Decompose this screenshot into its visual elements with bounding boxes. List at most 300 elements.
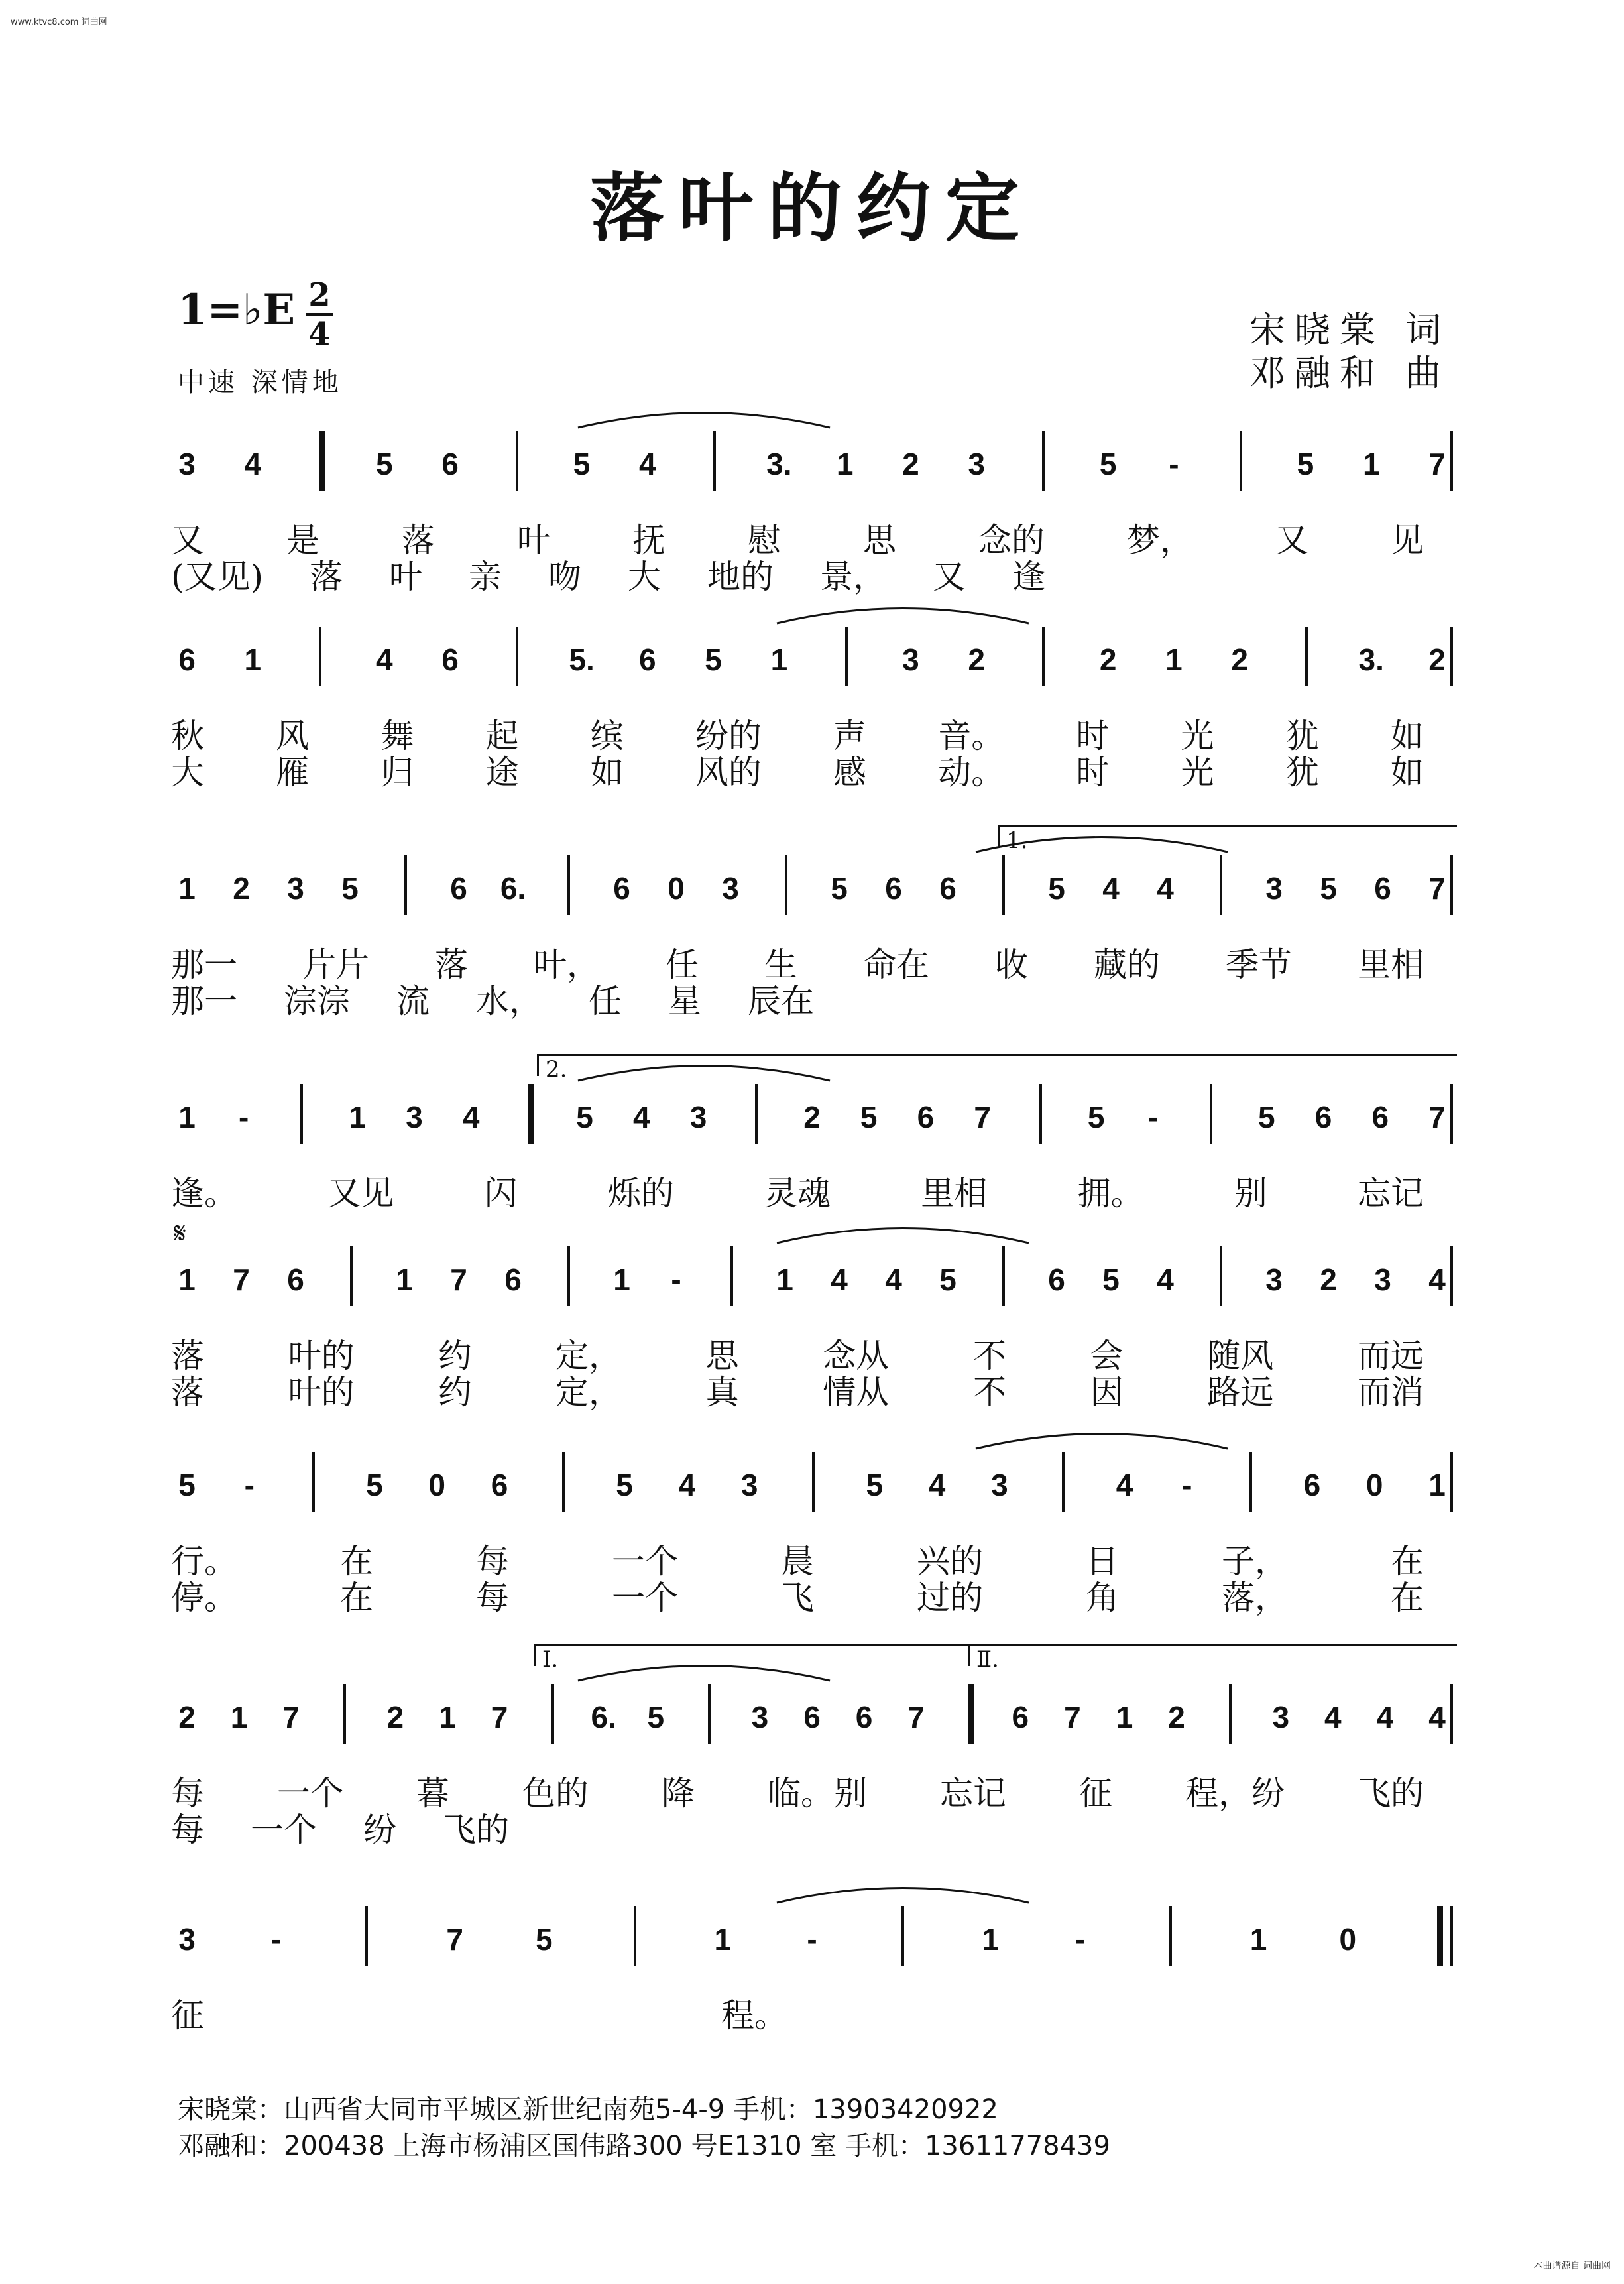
lyric-word: 落， — [1222, 1579, 1288, 1617]
lyric-word: 日 — [1086, 1542, 1119, 1581]
note: 6. — [500, 871, 526, 906]
lyric-word: 动。 — [938, 753, 1005, 792]
note: 5 — [536, 1922, 553, 1956]
lyric-line-2 — [171, 746, 1424, 794]
note: 3 — [287, 871, 304, 906]
barline — [319, 627, 321, 686]
lyric-word: 飞 — [781, 1579, 814, 1617]
note: 6 — [441, 447, 459, 481]
note: 7 — [1428, 1100, 1446, 1134]
note: 4 — [678, 1468, 696, 1502]
lyric-word: 又见 — [327, 1174, 394, 1213]
lyric-word: 逢。 — [171, 1174, 237, 1213]
note: 7 — [1064, 1700, 1081, 1734]
lyric-word: 途 — [485, 753, 519, 792]
lyric-word: 征 — [171, 1996, 204, 2035]
barline — [1220, 855, 1222, 915]
note: 1 — [1249, 1922, 1267, 1956]
lyric-word: 纷 — [363, 1811, 396, 1849]
lyric-word: 停。 — [171, 1579, 237, 1617]
barline — [755, 1084, 758, 1144]
note: 4 — [1102, 871, 1120, 906]
song-title: 落叶的约定 — [590, 165, 1034, 252]
volta-bracket: 2. — [537, 1054, 1457, 1076]
lyric-word: 藏的 — [1094, 945, 1160, 984]
note: 1 — [230, 1700, 248, 1734]
segno-sign: 𝄋 — [174, 1217, 186, 1250]
note: 3 — [751, 1700, 769, 1734]
lyric-word: 舞 — [380, 717, 414, 755]
barline — [1450, 627, 1453, 686]
lyric-word: 思 — [863, 521, 896, 560]
note: 1 — [178, 1262, 196, 1297]
note: 3 — [1374, 1262, 1391, 1297]
lyric-word: 梦， — [1127, 521, 1193, 560]
lyric-word: 秋 — [171, 717, 204, 755]
note: 7 — [907, 1700, 925, 1734]
note: - — [1147, 1100, 1159, 1134]
lyric-word: 风的 — [695, 753, 762, 792]
note: 1 — [244, 642, 262, 677]
lyric-word: 约 — [438, 1337, 472, 1375]
note: 4 — [928, 1468, 946, 1502]
note: 7 — [233, 1262, 250, 1297]
lyric-word: 落 — [171, 1373, 204, 1412]
volta-bracket: Ⅱ. — [968, 1644, 1457, 1666]
lyric-word: 在 — [340, 1542, 373, 1581]
barline — [1305, 627, 1308, 686]
key-signature: 1=♭E — [178, 285, 296, 335]
lyric-word: 定， — [555, 1337, 622, 1375]
lyric-word: 落 — [402, 521, 435, 560]
note: 1 — [836, 447, 854, 481]
lyric-word: 如 — [1390, 717, 1424, 755]
barline — [567, 1246, 570, 1306]
note: 1 — [613, 1262, 630, 1297]
note: - — [1169, 447, 1179, 481]
barline — [708, 1684, 711, 1744]
lyric-line-2 — [171, 1571, 1424, 1619]
note: 2 — [1428, 642, 1446, 677]
note: 4 — [1157, 871, 1174, 906]
note: 1 — [1116, 1700, 1133, 1734]
lyric-word: 每 — [476, 1579, 509, 1617]
note: 2 — [1099, 642, 1117, 677]
lyric-word: 念的 — [978, 521, 1045, 560]
note: 3 — [178, 447, 196, 481]
slur — [770, 1880, 1035, 1906]
lyric-word: 在 — [1391, 1542, 1424, 1581]
lyric-word: 子， — [1222, 1542, 1288, 1581]
note: 6 — [491, 1468, 508, 1502]
note: 2 — [968, 642, 985, 677]
note: 1 — [349, 1100, 366, 1134]
barline — [968, 1684, 974, 1744]
note: 5 — [576, 1100, 593, 1134]
lyric-word: 犹 — [1285, 753, 1319, 792]
lyric-word: 路远 — [1207, 1373, 1274, 1412]
lyric-word: 吻 — [548, 558, 582, 596]
lyric-word: 是 — [286, 521, 319, 560]
lyric-word: 会 — [1090, 1337, 1124, 1375]
lyric-word: 命在 — [863, 945, 929, 984]
note: 6 — [441, 642, 459, 677]
note: 2 — [1231, 642, 1248, 677]
barline — [1229, 1684, 1232, 1744]
lyric-word: 真 — [705, 1373, 739, 1412]
lyric-word: 忘记 — [1358, 1174, 1424, 1213]
note: 6. — [591, 1700, 616, 1734]
lyric-word: 烁的 — [607, 1174, 674, 1213]
lyric-word: 情从 — [823, 1373, 890, 1412]
note: 6 — [1371, 1100, 1389, 1134]
lyric-word: 星 — [668, 982, 701, 1020]
lyric-word: 大 — [171, 753, 204, 792]
lyric-word: 落 — [310, 558, 343, 596]
note: 6 — [1374, 871, 1391, 906]
note: 5 — [647, 1700, 665, 1734]
note: 1 — [1165, 642, 1183, 677]
lyric-word: 程，纷 — [1185, 1774, 1285, 1813]
note: 6 — [613, 871, 630, 906]
lyric-word: 每 — [171, 1811, 204, 1849]
lyric-word: 飞的 — [1358, 1774, 1424, 1813]
note: 7 — [282, 1700, 300, 1734]
note: 5 — [366, 1468, 383, 1502]
note: 4 — [1376, 1700, 1394, 1734]
lyric-word: 逢 — [1012, 558, 1046, 596]
barline — [1042, 627, 1045, 686]
lyric-word: 行。 — [171, 1542, 237, 1581]
barline — [562, 1452, 565, 1512]
note: 5 — [375, 447, 393, 481]
note: 0 — [667, 871, 685, 906]
lyric-word: 一个 — [612, 1579, 678, 1617]
barline — [365, 1906, 368, 1966]
lyric-word: 落 — [171, 1337, 204, 1375]
lyric-word: 里相 — [921, 1174, 988, 1213]
barline — [1210, 1084, 1212, 1144]
time-bottom: 4 — [308, 316, 331, 353]
lyric-word: 那一 — [171, 982, 237, 1020]
barline — [404, 855, 407, 915]
note: 2 — [902, 447, 919, 481]
lyric-word: 片片 — [303, 945, 369, 984]
note: 3 — [178, 1922, 196, 1956]
note: 6 — [855, 1700, 873, 1734]
lyric-line-2 — [171, 550, 1424, 598]
note: 1 — [1428, 1468, 1446, 1502]
note: 6 — [1314, 1100, 1332, 1134]
slur — [770, 1220, 1035, 1246]
note: 3 — [1265, 871, 1283, 906]
note: 4 — [375, 642, 393, 677]
note: 7 — [1428, 447, 1446, 481]
lyric-word: 定， — [555, 1373, 622, 1412]
note: - — [271, 1922, 282, 1956]
note: 3. — [1358, 642, 1384, 677]
lyric-word: 雁 — [276, 753, 310, 792]
lyric-word: 音。 — [938, 717, 1005, 755]
lyric-line-2 — [171, 1803, 1424, 1851]
barline — [730, 1246, 733, 1306]
note: 1 — [714, 1922, 732, 1956]
note: 2 — [1320, 1262, 1337, 1297]
footer-line-2: 邓融和：200438 上海市杨浦区国伟路300 号E1310 室 手机：13611778439 — [178, 2131, 1110, 2161]
lyric-line-2 — [171, 975, 1424, 1022]
slur — [571, 404, 837, 431]
note: 5 — [866, 1468, 884, 1502]
barline — [1062, 1452, 1065, 1512]
lyric-word: 收 — [995, 945, 1028, 984]
note: 3 — [740, 1468, 758, 1502]
note: 7 — [450, 1262, 467, 1297]
tempo-marking: 中速 深情地 — [178, 367, 343, 398]
note: - — [1182, 1468, 1192, 1502]
barline — [1042, 431, 1045, 491]
barline — [1002, 855, 1005, 915]
lyric-word: 不 — [972, 1373, 1006, 1412]
lyricist: 宋晓棠 词 — [1249, 309, 1450, 351]
note: 4 — [831, 1262, 848, 1297]
lyric-word: 一个 — [251, 1811, 317, 1849]
lyric-word: 叶的 — [288, 1373, 355, 1412]
note: 5 — [341, 871, 359, 906]
lyric-word: 晨 — [781, 1542, 814, 1581]
lyric-word: 见 — [1391, 521, 1424, 560]
barline — [551, 1684, 554, 1744]
lyric-word: 暮 — [416, 1774, 449, 1813]
lyric-word: 角 — [1086, 1579, 1119, 1617]
note: 1 — [770, 642, 788, 677]
note: 1 — [982, 1922, 1000, 1956]
note: 4 — [1324, 1700, 1342, 1734]
note: 1 — [776, 1262, 793, 1297]
note: 2 — [803, 1100, 821, 1134]
note: - — [239, 1100, 249, 1134]
lyric-word: 程。 — [721, 1996, 787, 2035]
note: 3 — [1265, 1262, 1283, 1297]
barline — [1450, 1684, 1453, 1744]
note: 3. — [766, 447, 792, 481]
barline — [516, 627, 518, 686]
barline — [350, 1246, 353, 1306]
note: 4 — [1116, 1468, 1133, 1502]
note: 2 — [233, 871, 250, 906]
barline — [1240, 431, 1242, 491]
note: 6 — [803, 1700, 821, 1734]
note: 5. — [569, 642, 595, 677]
lyric-word: 任 — [666, 945, 699, 984]
lyric-line-1 — [171, 1989, 1424, 2037]
note: 6 — [1303, 1468, 1321, 1502]
barline — [1450, 1084, 1453, 1144]
lyric-word: 念从 — [823, 1337, 890, 1375]
time-top: 2 — [308, 276, 331, 314]
lyric-word: 缤 — [590, 717, 624, 755]
note: 1 — [396, 1262, 413, 1297]
note: 0 — [428, 1468, 445, 1502]
note: 5 — [831, 871, 848, 906]
barline — [516, 431, 518, 491]
note: 7 — [491, 1700, 508, 1734]
barline — [1450, 431, 1453, 491]
note: 6 — [885, 871, 902, 906]
lyric-word: 犹 — [1285, 717, 1319, 755]
note: 5 — [705, 642, 722, 677]
note: 6 — [450, 871, 467, 906]
lyric-word: 风 — [276, 717, 310, 755]
note: 3 — [689, 1100, 707, 1134]
barline — [812, 1452, 815, 1512]
note: - — [807, 1922, 817, 1956]
lyric-word: 季节 — [1226, 945, 1292, 984]
note: 4 — [1428, 1700, 1446, 1734]
lyric-word: 每 — [171, 1774, 204, 1813]
lyric-line-1 — [171, 1167, 1424, 1215]
lyric-word: 约 — [438, 1373, 472, 1412]
note: 3 — [991, 1468, 1008, 1502]
note: 4 — [633, 1100, 650, 1134]
lyric-word: 慰 — [748, 521, 781, 560]
note: - — [1074, 1922, 1085, 1956]
barline — [845, 627, 848, 686]
lyric-word: 时 — [1076, 753, 1110, 792]
volta-bracket: Ⅰ. — [534, 1644, 973, 1666]
note: 6 — [939, 871, 957, 906]
lyric-word: 拥。 — [1077, 1174, 1144, 1213]
note: 6 — [1048, 1262, 1065, 1297]
note: 5 — [1048, 871, 1065, 906]
lyric-word: 叶， — [534, 945, 600, 984]
barline — [1450, 1246, 1453, 1306]
note: 3 — [968, 447, 985, 481]
note: 5 — [1258, 1100, 1275, 1134]
lyric-word: 淙淙 — [284, 982, 350, 1020]
note: - — [244, 1468, 255, 1502]
lyric-word: 过的 — [917, 1579, 983, 1617]
note: 4 — [244, 447, 262, 481]
note: - — [671, 1262, 681, 1297]
note: 4 — [885, 1262, 902, 1297]
lyric-word: 思 — [705, 1337, 739, 1375]
lyric-word: 闪 — [484, 1174, 518, 1213]
note: 4 — [1428, 1262, 1446, 1297]
note: 5 — [1297, 447, 1314, 481]
barline — [343, 1684, 346, 1744]
lyric-word: 大 — [628, 558, 662, 596]
note: 5 — [860, 1100, 878, 1134]
note: 5 — [1087, 1100, 1105, 1134]
lyric-line-2 — [171, 1366, 1424, 1413]
lyric-word: 任 — [589, 982, 622, 1020]
note: 4 — [1157, 1262, 1174, 1297]
lyric-word: 因 — [1090, 1373, 1124, 1412]
note: 4 — [462, 1100, 480, 1134]
lyric-word: 临。别 — [768, 1774, 867, 1813]
lyric-word: 叶 — [517, 521, 550, 560]
lyric-word: 地的 — [707, 558, 774, 596]
lyric-word: 光 — [1181, 753, 1214, 792]
lyric-word: 一个 — [277, 1774, 343, 1813]
barline — [1220, 1246, 1222, 1306]
lyric-word: 又 — [933, 558, 966, 596]
barline — [634, 1906, 636, 1966]
lyric-word: 如 — [590, 753, 624, 792]
lyric-word: 在 — [340, 1579, 373, 1617]
lyric-word: 里相 — [1358, 945, 1424, 984]
barline — [1450, 855, 1453, 915]
slur — [969, 1425, 1234, 1452]
note: 0 — [1339, 1922, 1357, 1956]
note: 2 — [1168, 1700, 1185, 1734]
lyric-word: 而消 — [1357, 1373, 1424, 1412]
barline — [1437, 1906, 1443, 1966]
note: 3 — [902, 642, 919, 677]
barline — [319, 431, 325, 491]
note: 6 — [1012, 1700, 1029, 1734]
lyric-word: 那一 — [171, 945, 237, 984]
lyric-word: 在 — [1391, 1579, 1424, 1617]
time-signature — [306, 278, 333, 351]
lyric-word: 忘记 — [940, 1774, 1006, 1813]
note: 5 — [573, 447, 591, 481]
lyric-word: 又 — [171, 521, 204, 560]
lyric-word: 感 — [833, 753, 867, 792]
note: 6 — [639, 642, 656, 677]
note: 1 — [178, 1100, 196, 1134]
note: 5 — [616, 1468, 633, 1502]
note: 6 — [504, 1262, 522, 1297]
note: 5 — [178, 1468, 196, 1502]
lyric-word: 灵魂 — [764, 1174, 831, 1213]
lyric-word: 色的 — [522, 1774, 589, 1813]
lyric-word: 流 — [396, 982, 430, 1020]
note: 6 — [287, 1262, 304, 1297]
composer: 邓融和 曲 — [1249, 352, 1450, 394]
note: 3 — [722, 871, 739, 906]
source-watermark: www.ktvc8.com 词曲网 — [11, 17, 107, 27]
corner-mark: 本曲谱源自 词曲网 — [1533, 2261, 1611, 2271]
lyric-word: 一个 — [612, 1542, 678, 1581]
note: 5 — [939, 1262, 957, 1297]
lyric-word: 飞的 — [443, 1811, 509, 1849]
lyric-word: 亲 — [469, 558, 502, 596]
barline — [1002, 1246, 1005, 1306]
barline — [1249, 1452, 1252, 1512]
note: 3 — [406, 1100, 423, 1134]
note: 5 — [1102, 1262, 1120, 1297]
note: 4 — [639, 447, 656, 481]
note: 5 — [1320, 871, 1337, 906]
lyric-word: (又见) — [171, 558, 264, 596]
barline — [1450, 1452, 1453, 1512]
note: 3 — [1272, 1700, 1290, 1734]
barline — [785, 855, 787, 915]
lyric-word: 起 — [485, 717, 519, 755]
note: 5 — [1099, 447, 1117, 481]
lyric-word: 声 — [833, 717, 867, 755]
volta-bracket: 1. — [998, 825, 1457, 847]
lyric-word: 叶 — [389, 558, 423, 596]
note: 7 — [974, 1100, 991, 1134]
lyric-word: 每 — [476, 1542, 509, 1581]
barline — [1169, 1906, 1172, 1966]
lyric-word: 辰在 — [748, 982, 814, 1020]
lyric-word: 落 — [435, 945, 468, 984]
lyric-word: 随风 — [1207, 1337, 1274, 1375]
lyric-word: 叶的 — [288, 1337, 355, 1375]
